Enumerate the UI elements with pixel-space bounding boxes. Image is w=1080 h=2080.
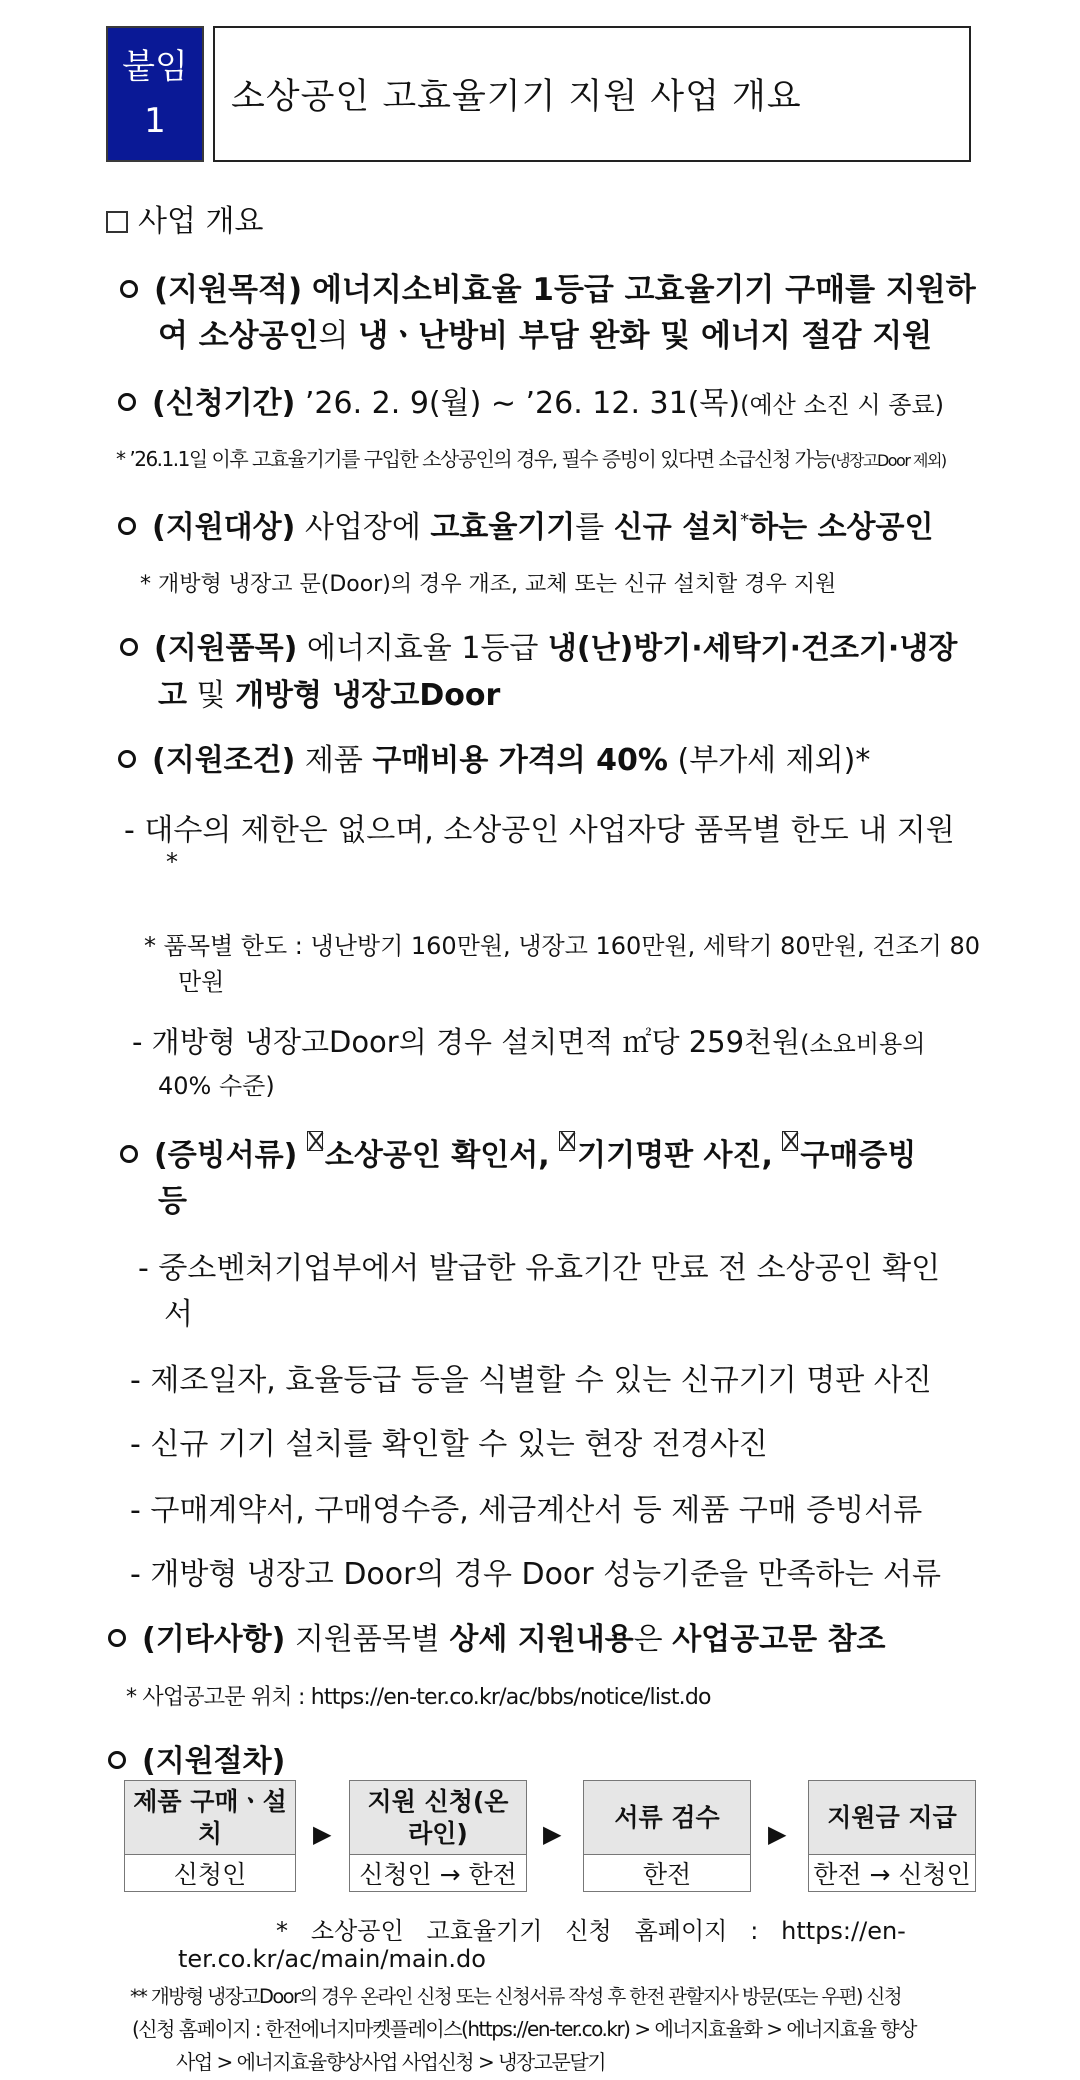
flow-step-role: 한전 [642, 1860, 692, 1889]
docs-text-2: 기기명판 사진, [577, 1138, 773, 1173]
conditions-text-1: 제품 [304, 743, 363, 778]
procedure-note-1-line-2: ter.co.kr/ac/main/main.do [178, 1945, 486, 1973]
docs-line-1 [120, 1130, 916, 1174]
items-text-1: 에너지효율 1등급 [306, 631, 539, 666]
etc-text-2: 상세 지원내용 [449, 1622, 634, 1657]
purpose-label: (지원목적) [154, 272, 303, 308]
bullet-circle-icon [120, 1145, 138, 1163]
target-text-4: 신규 설치 [613, 510, 741, 545]
flow-step-1 [124, 1780, 296, 1892]
bullet-circle-icon [118, 393, 136, 411]
flow-step-title: 지원금 지급 [809, 1781, 975, 1855]
docs-text-4: 등 [158, 1184, 187, 1219]
section-title-text: 사업 개요 [138, 204, 264, 239]
procedure-note-2-line-1: ** 개방형 냉장고Door의 경우 온라인 신청 또는 신청서류 작성 후 한전 관할지사 방문(또는 우편) 신청 [130, 1985, 901, 2008]
procedure-label: (지원절차) [142, 1744, 286, 1779]
bullet-circle-icon [120, 280, 138, 298]
flow-arrow-icon: ▶ [313, 1820, 332, 1848]
limit-note-line-2: 만원 [178, 968, 225, 996]
procedure-line [108, 1736, 285, 1780]
period-note-small: (냉장고Door 제외) [830, 451, 946, 470]
boxed-x-icon [782, 1131, 798, 1151]
purpose-text-2c: 냉ㆍ난방비 부담 완화 및 에너지 절감 지원 [358, 318, 933, 354]
bullet-circle-icon [120, 638, 138, 656]
etc-text-3: 은 [633, 1622, 663, 1657]
flow-step-3 [583, 1780, 751, 1892]
purpose-text-2b: 의 [318, 318, 349, 354]
period-label: (신청기간) [152, 386, 296, 421]
conditions-dash-1-star: * [166, 848, 178, 876]
flow-step-title: 지원 신청(온라인) [350, 1781, 526, 1855]
items-label: (지원품목) [154, 631, 298, 666]
items-text-5: 개방형 냉장고Door [235, 678, 501, 713]
conditions-label: (지원조건) [152, 743, 296, 778]
boxed-x-icon [307, 1131, 323, 1151]
bullet-circle-icon [108, 1751, 126, 1769]
checkbox-square-icon [106, 211, 128, 233]
boxed-x-icon [559, 1131, 575, 1151]
period-dates: ’26. 2. 9(월) ∼ ’26. 12. 31(목) [304, 386, 741, 421]
target-note: * 개방형 냉장고 문(Door)의 경우 개조, 교체 또는 신규 설치할 경우 지원 [140, 572, 837, 597]
purpose-text-1: 에너지소비효율 1등급 고효율기기 구매를 지원하 [311, 272, 976, 308]
procedure-note-1-line-1: * 소상공인 고효율기기 신청 홈페이지 : https://en- [276, 1917, 906, 1945]
flow-step-2 [349, 1780, 527, 1892]
door-small: (소요비용의 [800, 1030, 926, 1058]
door-text: - 개방형 냉장고Door의 경우 설치면적 ㎡당 259천원 [132, 1025, 801, 1059]
page-title [213, 26, 971, 162]
target-text-1: 사업장에 [304, 510, 421, 545]
etc-text-4: 사업공고문 참조 [672, 1622, 886, 1657]
bullet-circle-icon [108, 1629, 126, 1647]
docs-text-1: 소상공인 확인서, [324, 1138, 550, 1173]
flow-step-title: 서류 검수 [584, 1781, 750, 1855]
period-note-text: * ’26.1.1일 이후 고효율기기를 구입한 소상공인의 경우, 필수 증빙이 있다면 소급신청 가능 [116, 447, 831, 471]
badge-number: 1 [144, 101, 166, 141]
attachment-badge [106, 26, 204, 162]
docs-line-2 [158, 1176, 187, 1220]
badge-label: 붙임 [122, 47, 188, 87]
target-text-3: 를 [575, 510, 605, 545]
limit-note-line-1: * 품목별 한도 : 냉난방기 160만원, 냉장고 160만원, 세탁기 80만원, 건조기 80 [144, 932, 981, 960]
etc-note: * 사업공고문 위치 : https://en-ter.co.kr/ac/bbs/notice/list.do [126, 1685, 711, 1710]
etc-label: (기타사항) [142, 1622, 286, 1657]
docs-item-2: - 제조일자, 효율등급 등을 식별할 수 있는 신규기기 명판 사진 [130, 1363, 932, 1398]
door-line-1 [132, 1020, 925, 1061]
bullet-circle-icon [118, 750, 136, 768]
docs-item-4: - 구매계약서, 구매영수증, 세금계산서 등 제품 구매 증빙서류 [130, 1493, 923, 1528]
period-note [116, 443, 946, 472]
conditions-text-3: (부가세 제외)* [677, 743, 871, 778]
conditions-dash-1: - 대수의 제한은 없으며, 소상공인 사업자당 품목별 한도 내 지원 [124, 813, 955, 848]
conditions-text-2: 구매비용 가격의 40% [372, 743, 668, 778]
docs-text-3: 구매증빙 [800, 1138, 917, 1173]
target-label: (지원대상) [152, 510, 296, 545]
period-note-inline: (예산 소진 시 종료) [740, 391, 945, 419]
items-line-1 [120, 623, 957, 667]
purpose-line-1 [120, 264, 976, 309]
target-text-5: 하는 소상공인 [749, 510, 934, 545]
items-text-2: 냉(난)방기·세탁기·건조기·냉장 [547, 631, 958, 666]
docs-item-1: - 중소벤처기업부에서 발급한 유효기간 만료 전 소상공인 확인 [138, 1251, 941, 1286]
purpose-text-2a: 여 소상공인 [158, 318, 319, 354]
flow-step-role: 신청인 → 한전 [359, 1860, 517, 1889]
flow-step-4 [808, 1780, 976, 1892]
flow-arrow-icon: ▶ [543, 1820, 562, 1848]
target-text-2: 고효율기기 [430, 510, 576, 545]
period-line [118, 378, 944, 422]
target-sup: * [740, 510, 750, 531]
etc-text-1: 지원품목별 [294, 1622, 440, 1657]
target-line [118, 502, 934, 546]
items-line-2 [158, 670, 500, 714]
items-text-4: 및 [196, 678, 226, 713]
purpose-line-2 [158, 310, 932, 355]
page-title-text: 소상공인 고효율기기 지원 사업 개요 [231, 77, 802, 117]
flow-step-title: 제품 구매ㆍ설치 [125, 1781, 295, 1855]
section-title [106, 196, 263, 240]
docs-item-5: - 개방형 냉장고 Door의 경우 Door 성능기준을 만족하는 서류 [130, 1557, 942, 1592]
flow-arrow-icon: ▶ [768, 1820, 787, 1848]
procedure-note-2-line-3: 사업 > 에너지효율향상사업 사업신청 > 냉장고문달기 [176, 2050, 606, 2074]
procedure-note-2-line-2: (신청 홈페이지 : 한전에너지마켓플레이스(https://en-ter.co.kr) > 에너지효율화 > 에너지효율 향상 [132, 2017, 916, 2041]
bullet-circle-icon [118, 517, 136, 535]
docs-item-3: - 신규 기기 설치를 확인할 수 있는 현장 전경사진 [130, 1427, 768, 1462]
flow-step-role: 신청인 [173, 1860, 247, 1889]
etc-line [108, 1614, 886, 1658]
door-line-2: 40% 수준) [158, 1072, 275, 1100]
items-text-3: 고 [158, 678, 187, 713]
flow-step-role: 한전 → 신청인 [813, 1860, 971, 1889]
docs-item-1-cont: 서 [164, 1297, 193, 1332]
docs-label: (증빙서류) [154, 1138, 298, 1173]
conditions-line [118, 735, 870, 779]
